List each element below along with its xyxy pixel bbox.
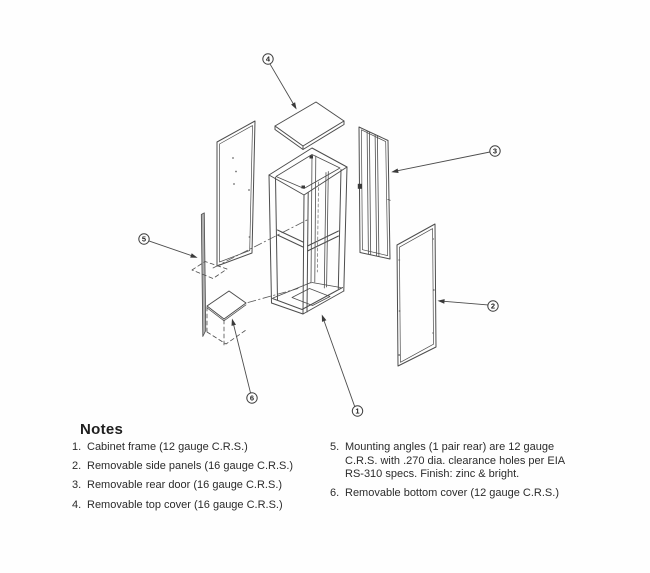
note-number: 2. bbox=[72, 460, 82, 473]
callout-number: 1 bbox=[355, 406, 360, 416]
note-text: Removable top cover (16 gauge C.R.S.) bbox=[87, 498, 283, 511]
note-text: Removable rear door (16 gauge C.R.S.) bbox=[87, 479, 283, 492]
note-item-3 bbox=[72, 479, 330, 493]
note-number: 4. bbox=[72, 498, 82, 511]
notes-column-left bbox=[72, 441, 330, 518]
note-text: Cabinet frame (12 gauge C.R.S.) bbox=[87, 441, 248, 453]
note-number: 1. bbox=[72, 441, 82, 453]
note-item-4 bbox=[72, 499, 330, 513]
note-number: 5. bbox=[330, 441, 340, 453]
callout-number: 3 bbox=[492, 146, 498, 156]
note-number: 6. bbox=[330, 487, 340, 500]
note-text: Removable bottom cover (12 gauge C.R.S.) bbox=[345, 487, 559, 500]
note-text: Removable side panels (16 gauge C.R.S.) bbox=[87, 460, 294, 473]
callout-number: 2 bbox=[490, 301, 496, 311]
note-item-1 bbox=[72, 441, 330, 455]
notes-title: Notes bbox=[80, 421, 124, 438]
callout-number: 6 bbox=[249, 393, 255, 403]
note-item-6 bbox=[330, 487, 572, 501]
callout-number: 5 bbox=[141, 234, 147, 244]
note-number: 3. bbox=[72, 479, 82, 492]
note-item-5 bbox=[330, 441, 572, 482]
callout-number: 4 bbox=[265, 54, 271, 64]
note-item-2 bbox=[72, 460, 330, 474]
notes-column-right bbox=[330, 441, 572, 507]
note-text: Mounting angles (1 pair rear) are 12 gauge C.R.S. with .270 dia. clearance holes per EIA RS-310 specs. Finish: zinc & bright. bbox=[345, 441, 565, 481]
